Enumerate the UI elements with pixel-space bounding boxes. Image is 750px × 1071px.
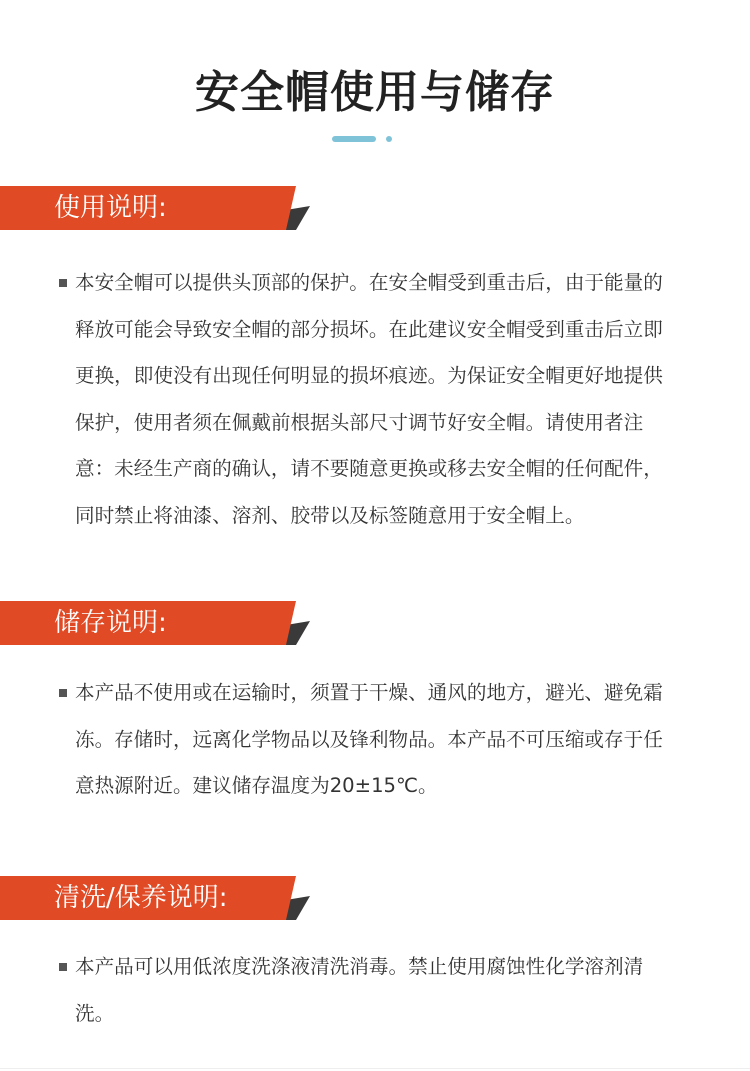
section-banner-storage: [0, 601, 310, 645]
title-underline-bar: [332, 136, 376, 142]
page-title: 安全帽使用与储存: [195, 67, 555, 118]
section-heading-storage: 储存说明:: [54, 608, 167, 638]
bullet-icon: [59, 689, 67, 697]
section-banner-cleaning: [0, 876, 310, 920]
section-heading-cleaning: 清洗/保养说明:: [54, 883, 228, 913]
title-underline-dot: [386, 136, 392, 142]
bullet-icon: [59, 279, 67, 287]
bullet-icon: [59, 963, 67, 971]
section-text-cleaning: 本产品可以用低浓度洗涤液清洗消毒。禁止使用腐蚀性化学溶剂清洗。: [75, 955, 644, 1025]
section-banner-usage: [0, 186, 310, 230]
section-heading-usage: 使用说明:: [54, 193, 167, 223]
section-text-storage: 本产品不使用或在运输时，须置于干燥、通风的地方，避光、避免霜冻。存储时，远离化学物品以及锋利物品。本产品不可压缩或存于任意热源附近。建议储存温度为20±15℃。: [75, 681, 663, 797]
section-text-usage: 本安全帽可以提供头顶部的保护。在安全帽受到重击后，由于能量的释放可能会导致安全帽的部分损坏。在此建议安全帽受到重击后立即更换，即使没有出现任何明显的损坏痕迹。为保证安全帽更好地提供保护，使用者须在佩戴前根据头部尺寸调节好安全帽。请使用者注意：未经生产商的确认，请不要随意更换或移去安全帽的任何配件，同时禁止将油漆、溶剂、胶带以及标签随意用于安全帽上。: [75, 271, 663, 527]
bottom-divider: [0, 1068, 750, 1069]
